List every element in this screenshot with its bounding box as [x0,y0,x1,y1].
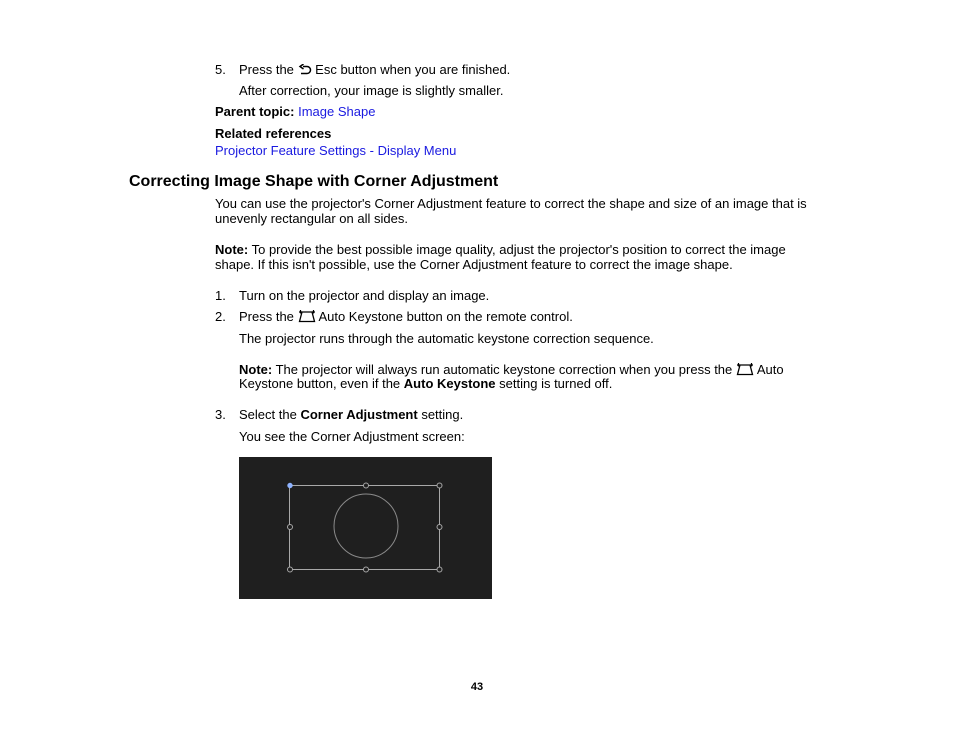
step-2-note-text-1-after: Auto [756,362,784,377]
step-3-after: setting. [421,407,464,422]
step-3-before: Select the [239,407,297,422]
step-2-note-line-2 [239,376,612,392]
step-number: 5. [215,62,226,77]
active-corner-point [288,483,292,487]
step-number: 2. [215,309,226,324]
step-2-result: The projector runs through the automatic keystone correction sequence. [239,331,654,346]
page-number: 43 [470,681,484,693]
step-5-result: After correction, your image is slightly smaller. [239,83,504,98]
step-number: 3. [215,407,226,422]
parent-topic-label: Parent topic: [215,104,295,119]
right-mid-point [437,525,442,530]
step-3-text [239,407,463,423]
test-circle [334,494,398,558]
step-2-note-bold: Auto Keystone [403,376,496,391]
step-5-before: Press the [239,62,294,77]
left-mid-point [288,525,293,530]
step-2-text [239,309,573,327]
note-text-1: To provide the best possible image quality, adjust the projector's position to correct the image [251,242,786,257]
related-reference-link[interactable]: Projector Feature Settings - Display Menu [215,143,457,158]
intro-line-2: unevenly rectangular on all sides. [215,211,408,226]
step-5-text [239,62,510,80]
step-2-note-label: Note: [239,362,273,377]
auto-keystone-icon [736,363,754,380]
section-title: Correcting Image Shape with Corner Adjustment [129,173,499,190]
note-label: Note: [215,242,249,257]
auto-keystone-icon [298,310,316,327]
note-line-2: shape. If this isn't possible, use the Corner Adjustment feature to correct the image shape. [215,257,733,272]
adjustment-frame [290,486,440,570]
note-line-1 [215,242,786,258]
parent-topic [215,104,375,120]
intro-line-1: You can use the projector's Corner Adjustment feature to correct the shape and size of an image that is [215,196,807,211]
step-3-bold: Corner Adjustment [300,407,418,422]
corner-adjustment-screen [239,457,492,599]
return-arrow-icon [298,64,312,80]
top-right-point [437,483,442,488]
parent-topic-link[interactable]: Image Shape [298,104,376,119]
step-1-text: Turn on the projector and display an image. [239,288,490,303]
corner-adjustment-diagram [239,457,492,599]
bottom-left-point [288,567,293,572]
step-5-after: Esc button when you are finished. [315,62,511,77]
step-number: 1. [215,288,226,303]
step-2-after: Auto Keystone button on the remote control. [318,309,573,324]
step-2-note-text-2-after: setting is turned off. [499,376,613,391]
step-3-result: You see the Corner Adjustment screen: [239,429,465,444]
top-mid-point [364,483,369,488]
step-2-note-text-1: The projector will always run automatic keystone correction when you press the [275,362,733,377]
step-2-note-text-2: Keystone button, even if the [239,376,401,391]
step-2-before: Press the [239,309,294,324]
bottom-mid-point [364,567,369,572]
bottom-right-point [437,567,442,572]
related-references-heading: Related references [215,126,332,141]
